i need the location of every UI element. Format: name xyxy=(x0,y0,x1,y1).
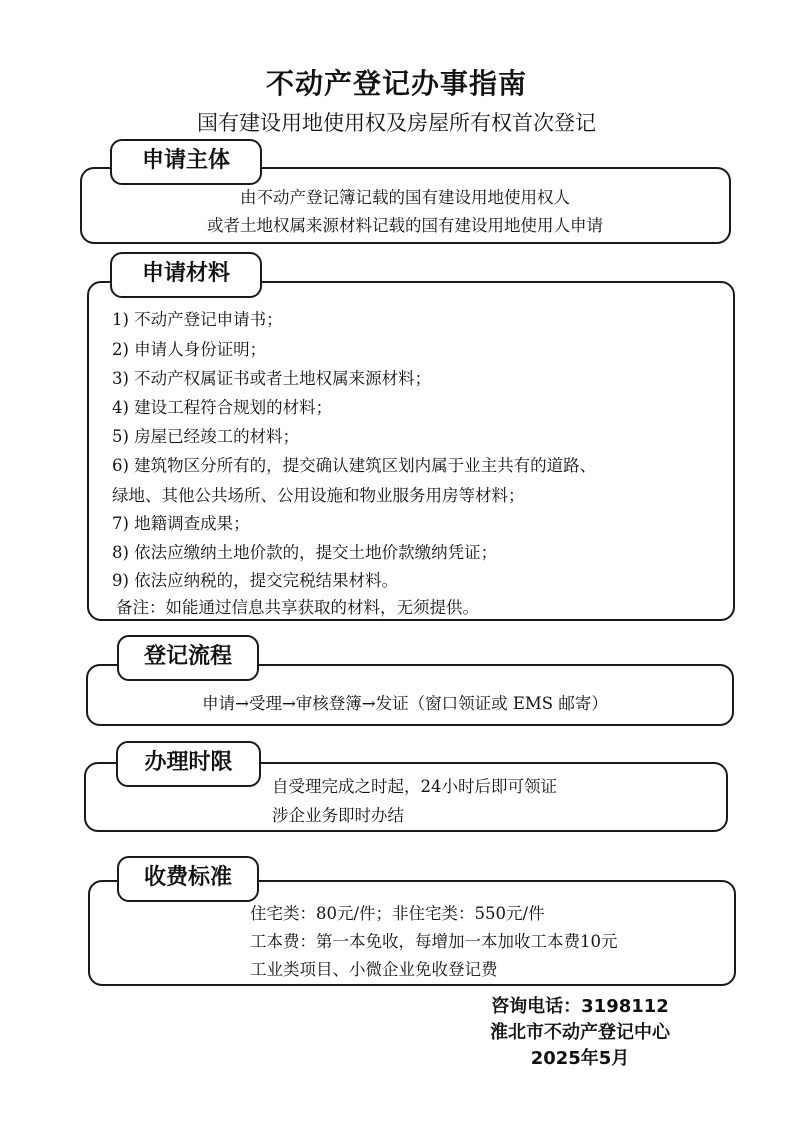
applicant-line-2: 或者土地权属来源材料记载的国有建设用地使用人申请 xyxy=(207,216,603,235)
materials-label: 申请材料 xyxy=(110,252,262,298)
time-limit-label: 办理时限 xyxy=(116,741,261,787)
materials-item-1: 1) 不动产登记申请书； xyxy=(112,310,283,329)
applicant-line-1: 由不动产登记簿记载的国有建设用地使用权人 xyxy=(240,188,570,207)
issuing-organization: 淮北市不动产登记中心 xyxy=(490,1022,670,1043)
fees-label: 收费标准 xyxy=(117,856,259,902)
materials-item-6-cont: 绿地、其他公共场所、公用设施和物业服务用房等材料； xyxy=(112,486,525,505)
page-subtitle: 国有建设用地使用权及房屋所有权首次登记 xyxy=(197,111,596,135)
materials-note: 备注：如能通过信息共享获取的材料，无须提供。 xyxy=(116,598,479,617)
process-label: 登记流程 xyxy=(117,635,259,681)
materials-item-4: 4) 建设工程符合规划的材料； xyxy=(112,398,333,417)
time-limit-line-2: 涉企业务即时办结 xyxy=(272,806,404,825)
process-text: 申请→受理→审核登簿→发证（窗口领证或 EMS 邮寄） xyxy=(202,694,608,713)
issue-date: 2025年5月 xyxy=(530,1048,630,1069)
materials-item-9: 9) 依法应纳税的，提交完税结果材料。 xyxy=(112,571,399,590)
materials-item-2: 2) 申请人身份证明； xyxy=(112,340,267,359)
fees-line-3: 工业类项目、小微企业免收登记费 xyxy=(250,960,498,979)
contact-phone: 咨询电话：3198112 xyxy=(491,996,669,1017)
materials-item-8: 8) 依法应缴纳土地价款的，提交土地价款缴纳凭证； xyxy=(112,543,498,562)
fees-line-1: 住宅类：80元/件；非住宅类：550元/件 xyxy=(250,904,545,923)
materials-item-3: 3) 不动产权属证书或者土地权属来源材料； xyxy=(112,369,432,388)
materials-item-5: 5) 房屋已经竣工的材料； xyxy=(112,427,300,446)
page-title: 不动产登记办事指南 xyxy=(265,67,527,100)
materials-item-7: 7) 地籍调查成果； xyxy=(112,514,250,533)
materials-item-6: 6) 建筑物区分所有的，提交确认建筑区划内属于业主共有的道路、 xyxy=(112,456,597,475)
fees-line-2: 工本费：第一本免收，每增加一本加收工本费10元 xyxy=(250,932,618,951)
applicant-label: 申请主体 xyxy=(110,139,262,185)
time-limit-line-1: 自受理完成之时起，24小时后即可领证 xyxy=(272,777,557,796)
